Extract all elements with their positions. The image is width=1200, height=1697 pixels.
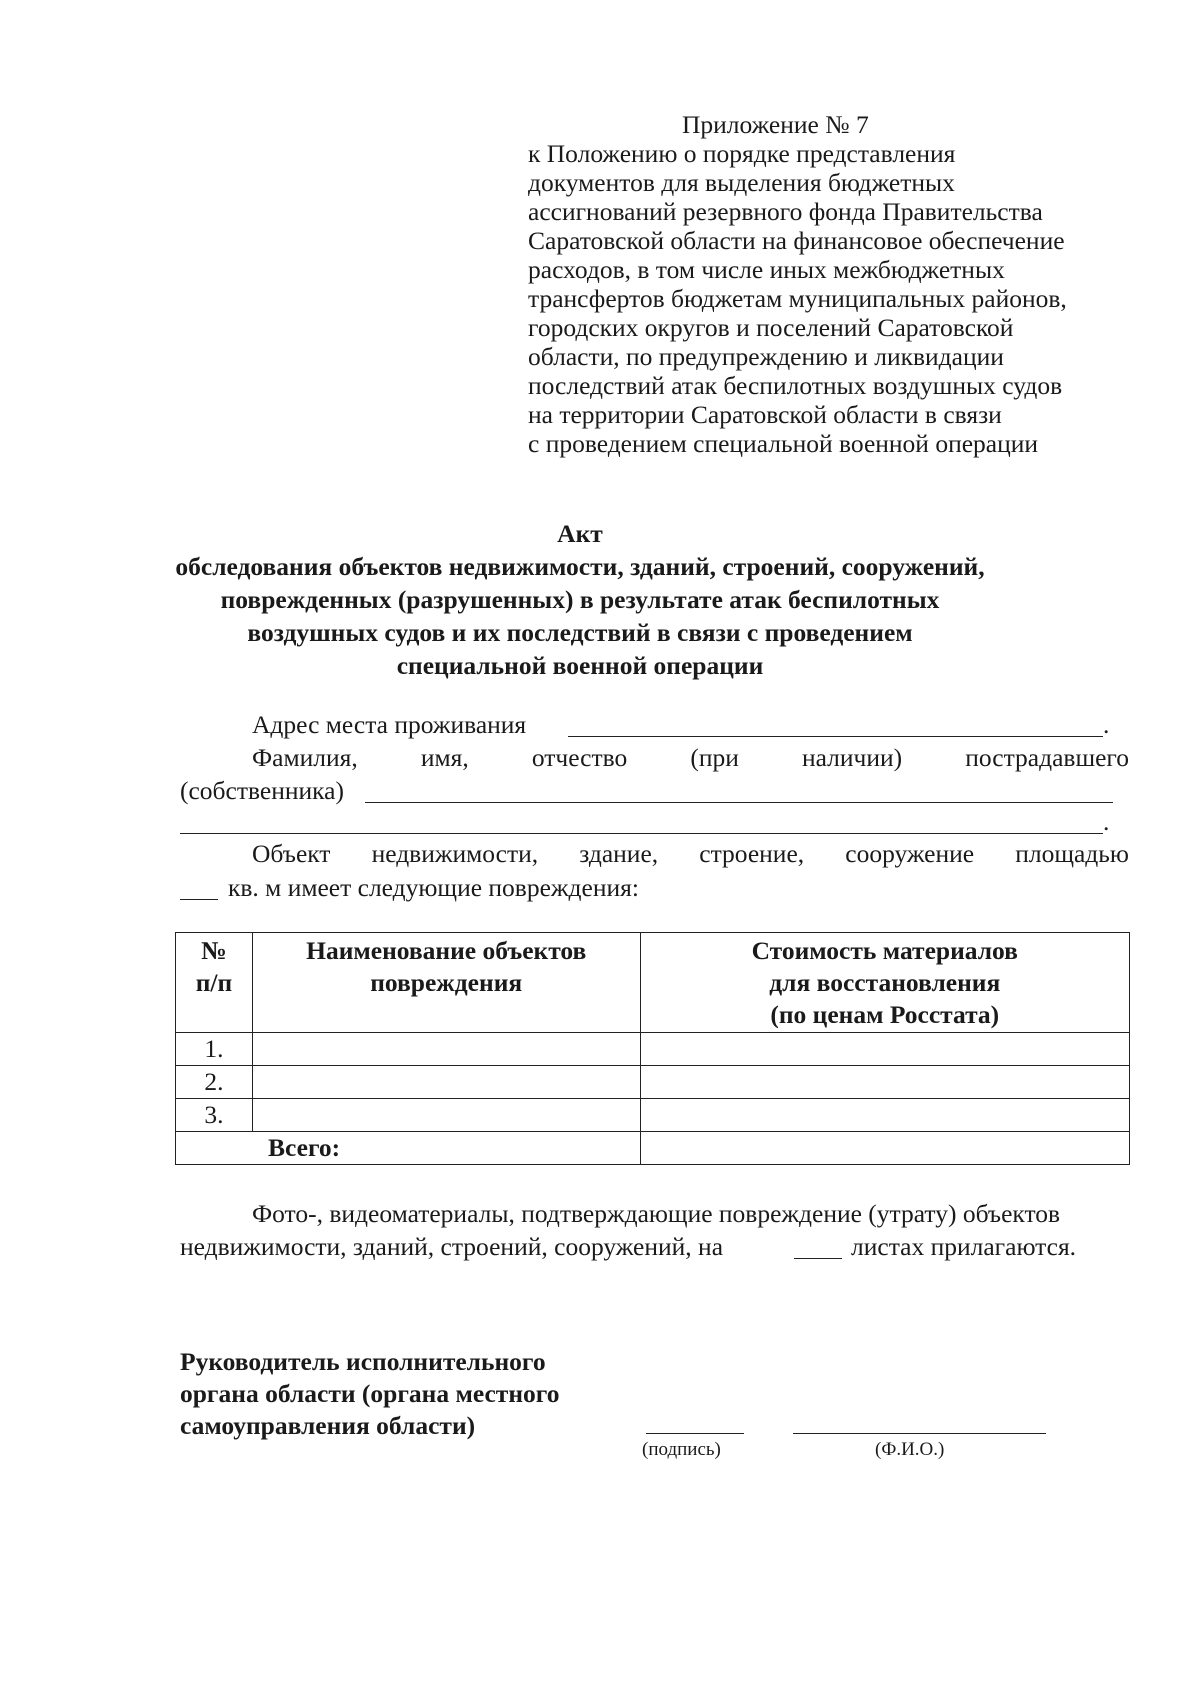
table-header-row (176, 933, 1130, 1033)
row-name-cell[interactable] (252, 1033, 640, 1066)
header-name-line: повреждения (370, 968, 523, 997)
total-label: Всего: (176, 1132, 641, 1165)
row-number: 1. (176, 1033, 253, 1066)
header-name (252, 933, 640, 1033)
fio-input-line-2[interactable] (180, 833, 1103, 834)
row-number: 2. (176, 1066, 253, 1099)
signature-caption: (подпись) (642, 1439, 721, 1460)
act-title-line: поврежденных (разрушенных) в результате атак беспилотных (220, 585, 940, 614)
area-input-line[interactable] (180, 899, 218, 900)
signatory-title-line: Руководитель исполнительного (180, 1347, 546, 1376)
act-heading: Акт (557, 519, 603, 548)
sheets-count-input-line[interactable] (794, 1258, 842, 1259)
damage-table (175, 932, 1130, 1165)
table-row (176, 1033, 1130, 1066)
area-suffix: кв. м имеет следующие повреждения: (228, 873, 639, 902)
name-caption: (Ф.И.О.) (875, 1439, 945, 1460)
fio-word: Фамилия, (252, 743, 358, 772)
row-name-cell[interactable] (252, 1099, 640, 1132)
row-cost-cell[interactable] (640, 1033, 1129, 1066)
act-title-line: воздушных судов и их последствий в связи с проведением (247, 618, 913, 647)
table-total-row (176, 1132, 1130, 1165)
header-cost-line: (по ценам Росстата) (770, 1000, 1000, 1029)
header-num-line: п/п (195, 968, 233, 997)
appendix-line: к Положению о порядке представления (528, 139, 956, 168)
signature-input-line[interactable] (646, 1433, 744, 1434)
object-word: здание, (579, 839, 659, 868)
appendix-line: Саратовской области на финансовое обеспечение (528, 226, 1065, 255)
attachments-line-1: Фото-, видеоматериалы, подтверждающие повреждение (утрату) объектов (252, 1199, 1061, 1228)
name-input-line[interactable] (793, 1433, 1046, 1434)
appendix-line: расходов, в том числе иных межбюджетных (528, 255, 1005, 284)
fio-word: имя, (420, 743, 469, 772)
header-cost-line: для восстановления (769, 968, 1001, 997)
total-cost-cell[interactable] (640, 1132, 1129, 1165)
header-num (176, 933, 253, 1033)
header-num-line: № (201, 936, 227, 965)
appendix-line: на территории Саратовской области в связи (528, 400, 1002, 429)
fio-input-line-1[interactable] (365, 802, 1113, 803)
attachments-line-2-start: недвижимости, зданий, строений, сооружений, на (180, 1232, 724, 1261)
appendix-header (528, 110, 1148, 458)
fio-word: наличии) (801, 743, 903, 772)
appendix-line: с проведением специальной военной операции (528, 429, 1039, 458)
act-title (150, 517, 1010, 682)
object-word: площадью (1015, 839, 1129, 868)
header-cost-line: Стоимость материалов (751, 936, 1018, 965)
row-name-cell[interactable] (252, 1066, 640, 1099)
header-cost (640, 933, 1129, 1033)
object-word: сооружение (845, 839, 975, 868)
fio-word: (при (690, 743, 739, 772)
row-cost-cell[interactable] (640, 1099, 1129, 1132)
appendix-line: области, по предупреждению и ликвидации (528, 342, 1004, 371)
appendix-line: ассигнований резервного фонда Правительства (528, 197, 1043, 226)
fio-word: пострадавшего (965, 743, 1129, 772)
signatory-title-line: самоуправления области) (180, 1411, 476, 1440)
table-row (176, 1099, 1130, 1132)
address-period: . (1103, 710, 1110, 739)
appendix-line: документов для выделения бюджетных (528, 168, 955, 197)
fio-word: отчество (531, 743, 628, 772)
signatory-title (180, 1346, 640, 1442)
signatory-title-line: органа области (органа местного (180, 1379, 560, 1408)
appendix-line: городских округов и поселений Саратовской (528, 313, 1014, 342)
appendix-line: трансфертов бюджетам муниципальных районов, (528, 284, 1067, 313)
act-title-line: обследования объектов недвижимости, зданий, строений, сооружений, (175, 552, 985, 581)
address-label: Адрес места проживания (252, 710, 527, 739)
table-row (176, 1066, 1130, 1099)
object-word: недвижимости, (371, 839, 539, 868)
owner-label: (собственника) (180, 776, 344, 805)
row-cost-cell[interactable] (640, 1066, 1129, 1099)
fio-period: . (1103, 807, 1110, 836)
object-label-row (252, 839, 1129, 869)
address-input-line[interactable] (568, 736, 1103, 737)
act-title-line: специальной военной операции (396, 651, 764, 680)
fio-label-row (252, 743, 1129, 773)
object-word: Объект (252, 839, 331, 868)
row-number: 3. (176, 1099, 253, 1132)
object-word: строение, (699, 839, 805, 868)
appendix-number: Приложение № 7 (682, 110, 869, 139)
appendix-line: последствий атак беспилотных воздушных судов (528, 371, 1063, 400)
attachments-line-2-end: листах прилагаются. (851, 1232, 1077, 1261)
header-name-line: Наименование объектов (306, 936, 587, 965)
